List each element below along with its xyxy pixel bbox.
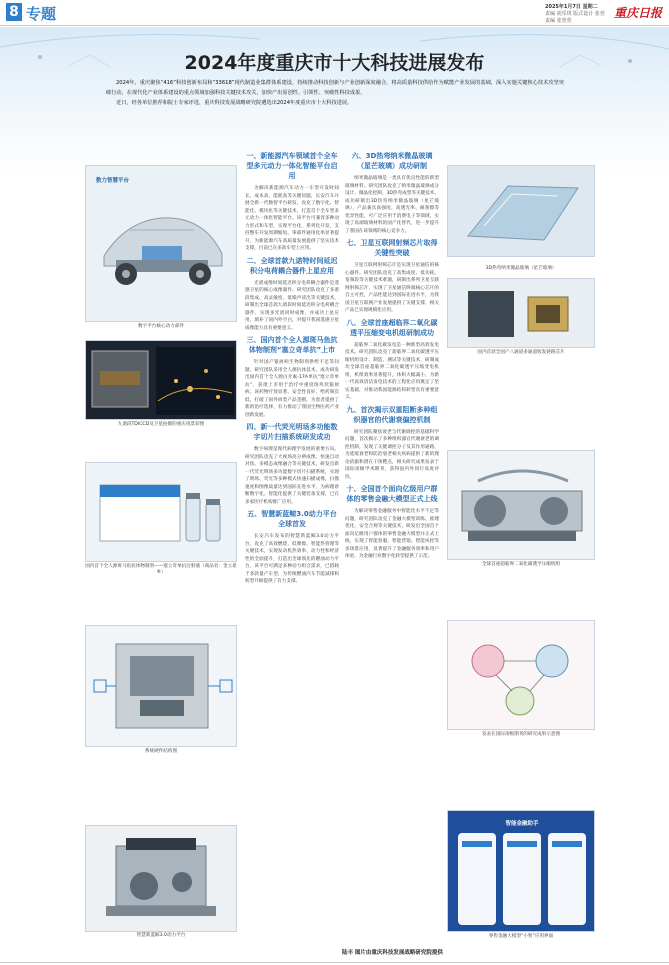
byline: 陆丰 图片由重庆科技发展战略研究院提供	[342, 950, 443, 956]
editor-line: 责编 胡乐琪 版式设计 张萱	[545, 11, 605, 17]
edition-meta	[545, 4, 615, 25]
finance-app-image	[447, 810, 595, 932]
section-body-6: 纳米微晶玻璃是一类具有优良性能的新型玻璃材料。研究团队攻克了纳米微晶玻璃成分设计、微晶化控制、3D热弯成型等关键技术，成功研制出3D热弯纳米微晶玻璃（星芒玻璃），产品兼具高强度、高透光率、耐刮擦等优异性能，可广泛应用于消费电子等领域，实现了高端玻璃材料的国产化替代，进一步提升了我国在该领域的核心竞争力。	[345, 176, 439, 234]
section-body-3: 针对国产银屑病生物制剂供给不足等问题，研究团队采用全人源抗体技术，成功研发出国内首个全人源白介素-17A单抗“塞立奇单抗”，获批上市用于治疗中重度斑块状银屑病。该药物疗效显著、安全性良好、给药频次低，打破了国外同类产品垄断，为患者提供了新的治疗选择，有力推动了我国生物医药产业创新发展。	[245, 360, 339, 418]
section-body-1: 为解决新能源汽车动力一车型开发时间长、成本高、能耗高等关键问题，长安汽车开展全新一代数智平台研发，攻克了数字化、智能化、模块化等关键技术，打造首个全车型多元动力一体化智能平台。该平台可兼容多种动力形式和车型，实现平台化、系列化开发，支持整车开发周期缩短、零部件通用化率显著提升，为新能源汽车高质量发展提供了坚实技术支撑，目前已在多款车型上应用。	[245, 186, 339, 251]
section-title-2: 二、全球首款九诺特时间延迟积分电荷耦合器件上星应用	[246, 256, 338, 275]
research-schematic	[448, 621, 595, 730]
turbine-illustration	[448, 451, 595, 560]
footer-rule	[0, 962, 669, 963]
platform-image	[85, 165, 237, 322]
section-name: 专题	[26, 5, 57, 23]
caption-engine: 智慧新蓝鲸3.0动力平台	[136, 933, 186, 938]
section-body-10: 为解决零售金融服务中智能化水平不足等问题，研究团队攻克了金融大模型训练、推理优化、安全合规等关键技术，研发出全国首个面向亿级用户群体的零售金融大模型并正式上线，实现了智能客服、智能营销、智能风控等多场景应用，显著提升了金融服务效率和用户体验，为金融行业数字化转型提供了示范。	[345, 509, 439, 559]
drug-package-illustration	[86, 463, 237, 562]
phone-screens-illustration	[448, 811, 595, 932]
caption-glass: 3D热弯纳米微晶玻璃（星芒玻璃）	[485, 266, 557, 271]
rf-chip-illustration	[448, 279, 595, 348]
glass-panel-illustration	[448, 166, 595, 257]
section-body-4: 数字病理是现代病理学发展的重要方向。研究团队攻克了大视场高分辨成像、快速自动对焦、多模态成像融合等关键技术，研发出新一代荧光明场多功能数字切片扫描系统，实现了明场、荧光等多种模式快速扫描成像，扫描速度和图像质量达到国际先进水平，为病理诊断数字化、智能化提供了关键装备支撑，已在多家医疗机构推广应用。	[245, 447, 339, 505]
page-number: 8	[6, 3, 22, 21]
section-title-9: 九、首次揭示双重阻断多种组织器官的代谢衰偏控机制	[346, 405, 438, 424]
section-body-7: 卫星互联网射频芯片是实现卫星通信的核心器件。研究团队攻克了高集成度、低功耗、宽频段等关键技术难题，研制出系列卫星互联网射频芯片，实现了卫星通信终端核心芯片的自主可控，产品性能达到国际先进水平，为我国卫星互联网产业发展提供了关键支撑，相关产品已实现规模化应用。	[345, 263, 439, 313]
article-column-2	[245, 148, 339, 586]
caption-antibody: 国内首个全人源斑马鱼抗体物制剂——塞立奇单抗注射液（商品名：金立希®）	[85, 564, 237, 575]
tdiccd-image	[85, 340, 237, 420]
finance-app-title: 智能金融助手	[505, 821, 539, 827]
scanner-hardware-diagram	[86, 626, 237, 747]
caption-rf-chip: 国内首款全国产八通道多通道收发链路芯片	[477, 350, 565, 355]
proof-line: 责编 张萱萱	[545, 18, 572, 24]
scanner-image	[85, 625, 237, 747]
car-chassis-illustration	[86, 166, 237, 322]
caption-tdiccd: 九谱段TDICCD及卫星拍摄的重庆夜景彩图	[117, 422, 205, 427]
section-title-8: 八、全球首座超临界二氧化碳透平压缩变电机组研制成功	[346, 318, 438, 337]
intro-paragraph: 2024年，重庆聚焦“416”科技创新布局和“33618”现代制造业集群体系建设，持续推动科技创新与产业创新深度融合，将高质量科技供给作为赋能产业发展的基础，深入实施关键核心技术攻坚突破行动，在现代化产业体系建设的重点领域加强科技关键技术攻关，加快产出原创性、引领性、突破性科技成果。	[106, 80, 564, 96]
section-title-1: 一、新能源汽车领域首个全车型多元动力一体化智能平台启用	[246, 152, 338, 180]
page-title: 2024年度重庆市十大科技进展发布	[184, 52, 485, 74]
section-title-5: 五、智慧新蓝鲸3.0动力平台全球首发	[247, 510, 337, 528]
section-title-3: 三、国内首个全人源斑马鱼抗体物制剂“塞立奇单抗”上市	[246, 336, 338, 354]
ccd-chip-night-view	[86, 341, 237, 420]
section-body-2: 光谱成像时间延迟积分电荷耦合器件是遥感卫星的核心成像器件。研究团队攻克了多谱段集成、高灵敏度、低噪声读出等关键技术，研制出全球首款九谱段时间延迟积分电荷耦合器件，实现多光谱同时成像，并成功上星应用，填补了国内外空白，对提升我国遥感卫星成像能力具有重要意义。	[245, 280, 339, 331]
section-title-10: 十、全国首个面向亿级用户群体的零售金融大模型正式上线	[346, 485, 438, 503]
antibody-image	[85, 462, 237, 562]
publish-date: 2025年1月7日 星期二	[545, 4, 598, 10]
article-column-3	[345, 148, 439, 561]
section-title-7: 七、卫星互联网射频芯片取得关键性突破	[346, 239, 438, 257]
caption-turbine: 全球首座超临界二氧化碳透平压缩机组	[481, 562, 561, 567]
section-body-8: 超临界二氧化碳发电是一种新型高效发电技术。研究团队攻克了超临界二氧化碳透平压缩机组设计、制造、测试等关键技术，研制成功全球首座超临界二氧化碳透平压缩变电机组，机组效率显著提升，体积大幅减小，为新一代高效清洁发电技术的工程化应用奠定了坚实基础，对推动我国能源结构转型具有重要意义。	[345, 342, 439, 400]
page-header	[0, 0, 669, 26]
newspaper-masthead: 重庆日报	[614, 6, 663, 20]
intro-text	[106, 78, 564, 108]
caption-research: 发表在国际顶级期刊的研究成果示意图	[481, 732, 561, 737]
section-title-4: 四、新一代荧光明场多功能数字切片扫描系统研发成功	[246, 423, 338, 441]
section-title-6: 六、3D热弯纳米微晶玻璃（星芒玻璃）成功研制	[351, 152, 433, 170]
platform-image-label: 数力智慧平台	[96, 178, 130, 184]
section-body-9: 研究团队聚焦衰老与代谢调控的基础科学问题，首次揭示了多种组织器官代谢衰老的调控机制，发现了关键调控分子及其作用通路，为延缓衰老和防治衰老相关疾病提供了新的理论依据和潜在干预靶点，相关研究成果发表于国际顶级学术期刊，获得国内外同行高度评价。	[345, 429, 439, 480]
caption-finance: 零售金融大模型“小智”应用界面	[488, 934, 554, 939]
section-body-5: 长安汽车发布的智慧新蓝鲸3.0动力平台，攻克了高效燃烧、低摩擦、智能热管理等关键技术，实现发动机热效率、动力性和经济性的全面提升，打造出全球领先的燃油动力平台。该平台可满足多种动力组合需求，已搭载于多款量产车型，为传统燃油汽车节能减排和转型升级提供了有力支撑。	[245, 534, 339, 584]
glass-image	[447, 165, 595, 257]
intro-paragraph: 近日，经各单位推荐和院士专家评选，重庆科技发展战略研究院遴选出2024年度重庆市十大科技进展。	[116, 100, 353, 106]
turbine-image	[447, 450, 595, 560]
research-image	[447, 620, 595, 730]
rf-chip-image	[447, 278, 595, 348]
engine-illustration	[86, 826, 237, 932]
caption-scanner: 系统硬件结构图	[144, 749, 178, 754]
caption-platform: 数字平台核心动力部件	[138, 324, 184, 329]
engine-image	[85, 825, 237, 932]
